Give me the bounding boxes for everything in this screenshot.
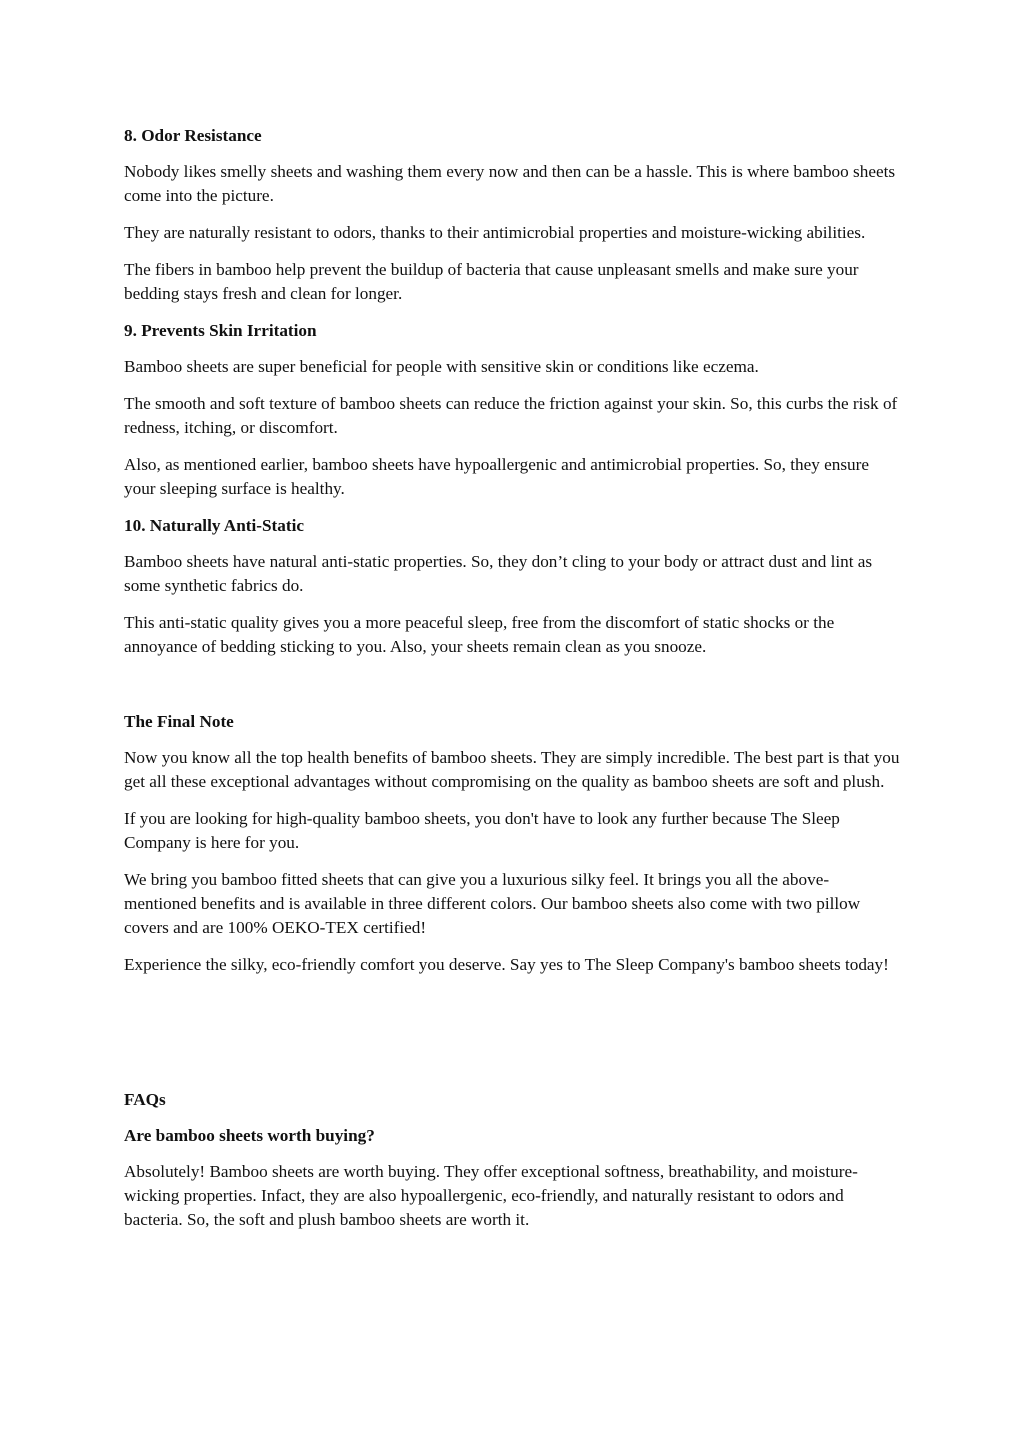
paragraph: They are naturally resistant to odors, thanks to their antimicrobial properties and moisture-wicking abilities. — [124, 223, 866, 242]
faq-question: Are bamboo sheets worth buying? — [124, 1126, 375, 1145]
paragraph: Experience the silky, eco-friendly comfort you deserve. Say yes to The Sleep Company's bamboo sheets today! — [124, 955, 889, 974]
heading-anti-static: 10. Naturally Anti-Static — [124, 516, 304, 535]
section-final-note — [124, 710, 900, 977]
heading-odor-resistance: 8. Odor Resistance — [124, 126, 262, 145]
paragraph: If you are looking for high-quality bamboo sheets, you don't have to look any further because The Sleep Company is here for you. — [124, 809, 840, 852]
paragraph: Also, as mentioned earlier, bamboo sheets have hypoallergenic and antimicrobial properties. So, they ensure your sleeping surface is healthy. — [124, 455, 869, 498]
document-page — [124, 124, 900, 1245]
spacer — [124, 672, 900, 710]
paragraph: Bamboo sheets have natural anti-static properties. So, they don’t cling to your body or attract dust and lint as some synthetic fabrics do. — [124, 552, 873, 595]
paragraph: We bring you bamboo fitted sheets that can give you a luxurious silky feel. It brings you all the above-mentioned benefits and is available in three different colors. Our bamboo sheets also come with two pillow covers and are 100% OEKO-TEX certified! — [124, 870, 861, 937]
paragraph: The fibers in bamboo help prevent the buildup of bacteria that cause unpleasant smells and make sure your bedding stays fresh and clean for longer. — [124, 260, 859, 303]
section-anti-static — [124, 514, 900, 659]
faq-answer: Absolutely! Bamboo sheets are worth buying. They offer exceptional softness, breathability, and moisture-wicking properties. Infact, they are also hypoallergenic, eco-friendly, and naturally resistant to odors and bacteria. So, the soft and plush bamboo sheets are worth it. — [124, 1162, 858, 1229]
paragraph: The smooth and soft texture of bamboo sheets can reduce the friction against your skin. So, this curbs the risk of redness, itching, or discomfort. — [124, 394, 898, 437]
paragraph: Now you know all the top health benefits of bamboo sheets. They are simply incredible. The best part is that you get all these exceptional advantages without compromising on the quality as bamboo sheets are soft and plush. — [124, 748, 900, 791]
section-skin-irritation — [124, 319, 900, 501]
paragraph: Nobody likes smelly sheets and washing them every now and then can be a hassle. This is where bamboo sheets come into the picture. — [124, 162, 896, 205]
heading-faqs: FAQs — [124, 1090, 166, 1109]
heading-skin-irritation: 9. Prevents Skin Irritation — [124, 321, 317, 340]
section-faqs — [124, 1088, 900, 1232]
spacer — [124, 990, 900, 1088]
paragraph: Bamboo sheets are super beneficial for people with sensitive skin or conditions like eczema. — [124, 357, 759, 376]
heading-final-note: The Final Note — [124, 712, 234, 731]
paragraph: This anti-static quality gives you a more peaceful sleep, free from the discomfort of static shocks or the annoyance of bedding sticking to you. Also, your sheets remain clean as you snooze. — [124, 613, 835, 656]
section-odor-resistance — [124, 124, 900, 306]
